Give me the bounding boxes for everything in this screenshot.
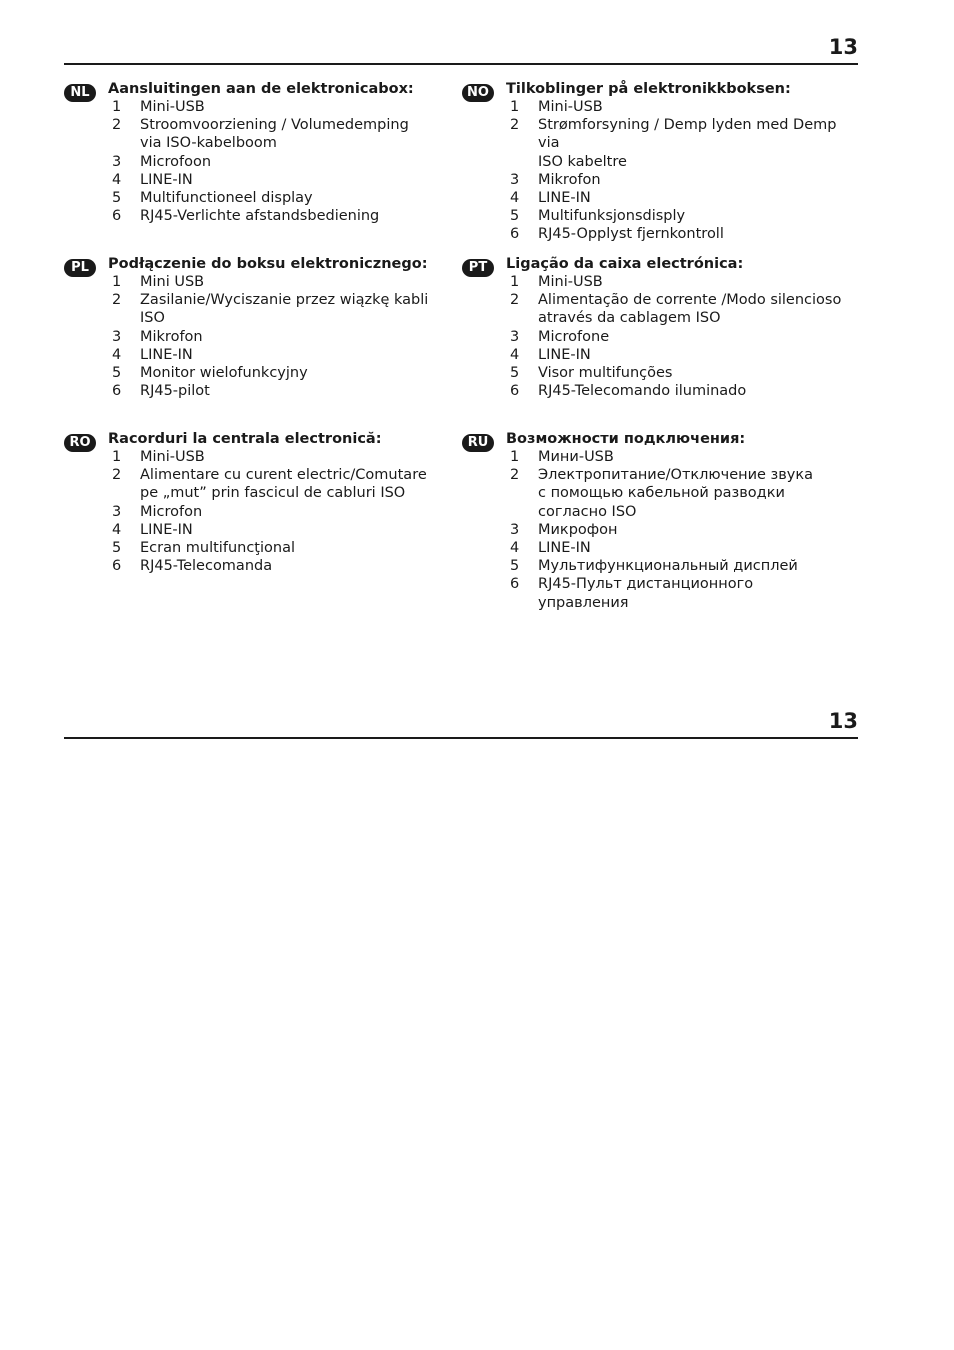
item-text: Ecran multifuncţional: [140, 540, 295, 557]
item-number: 5: [510, 208, 520, 225]
connection-list: [506, 98, 846, 244]
item-text: Microfon: [140, 503, 203, 520]
item-text: Mikrofon: [140, 328, 203, 345]
list-item: [506, 364, 846, 382]
item-number: 3: [112, 503, 122, 520]
connection-list: [506, 273, 846, 400]
item-text: Stroomvoorziening / Volumedemping via ISO-kabelboom: [140, 117, 409, 152]
item-number: 1: [510, 99, 520, 115]
item-text: RJ45-Пульт дистанционного управления: [538, 576, 754, 611]
item-text: RJ45-Telecomando iluminado: [538, 383, 747, 400]
item-text: Мини-USB: [538, 449, 614, 465]
section-heading: Возможности подключения:: [506, 431, 746, 447]
section-heading: Tilkoblinger på elektronikkboksen:: [506, 81, 791, 97]
item-text: RJ45-Verlichte afstandsbediening: [140, 208, 380, 225]
list-item: [108, 291, 448, 327]
item-text: LINE-IN: [538, 190, 591, 207]
item-number: 2: [112, 292, 122, 309]
item-number: 6: [510, 383, 520, 400]
item-text: RJ45-Telecomanda: [140, 558, 273, 575]
item-number: 1: [510, 449, 520, 465]
list-item: [506, 291, 846, 327]
section-heading: Ligação da caixa electrónica:: [506, 256, 744, 272]
item-text: Mini-USB: [140, 99, 205, 115]
item-text: Alimentare cu curent electric/Comutare pe „mut” prin fascicul de cabluri ISO: [140, 467, 427, 502]
list-item: [108, 448, 448, 466]
list-item: [108, 539, 448, 557]
item-text: Multifunctioneel display: [140, 190, 313, 207]
list-item: [506, 521, 846, 539]
list-item: [506, 116, 846, 171]
connection-list: [108, 98, 448, 225]
item-number: 2: [112, 117, 122, 134]
list-item: [506, 273, 846, 291]
list-item: [506, 207, 846, 225]
item-number: 6: [510, 226, 520, 243]
item-number: 6: [112, 558, 122, 575]
item-number: 1: [112, 99, 122, 115]
item-number: 2: [510, 117, 520, 134]
item-text: LINE-IN: [140, 171, 193, 188]
item-text: Mini-USB: [538, 274, 603, 290]
item-number: 1: [112, 449, 122, 465]
item-text: Multifunksjonsdisply: [538, 208, 686, 225]
item-text: Mini-USB: [538, 99, 603, 115]
section-heading: Racorduri la centrala electronică:: [108, 431, 382, 447]
connection-list: [506, 448, 846, 612]
item-text: Strømforsyning / Demp lyden med Demp via ISO kabeltre: [538, 117, 837, 170]
item-number: 5: [510, 558, 520, 575]
item-text: Микрофон: [538, 521, 618, 538]
item-number: 5: [510, 365, 520, 382]
language-badge-pl: PL: [64, 259, 96, 277]
item-number: 6: [112, 383, 122, 400]
item-text: Mini-USB: [140, 449, 205, 465]
item-number: 3: [112, 153, 122, 170]
item-text: RJ45-Opplyst fjernkontroll: [538, 226, 724, 243]
list-item: [108, 382, 448, 400]
list-item: [108, 466, 448, 502]
connection-list: [108, 448, 448, 575]
list-item: [506, 382, 846, 400]
list-item: [108, 171, 448, 189]
item-number: 3: [510, 171, 520, 188]
top-divider: [64, 63, 858, 65]
list-item: [506, 466, 846, 521]
item-text: RJ45-pilot: [140, 383, 210, 400]
list-item: [108, 98, 448, 116]
item-text: LINE-IN: [538, 346, 591, 363]
list-item: [108, 207, 448, 225]
item-number: 6: [510, 576, 520, 593]
list-item: [506, 171, 846, 189]
list-item: [506, 557, 846, 575]
language-badge-pt: PT: [462, 259, 494, 277]
item-text: LINE-IN: [140, 346, 193, 363]
item-text: LINE-IN: [140, 521, 193, 538]
list-item: [108, 273, 448, 291]
list-item: [506, 189, 846, 207]
item-text: Мультифункциональный дисплей: [538, 558, 798, 575]
page-number-bottom: 13: [828, 709, 858, 733]
item-text: LINE-IN: [538, 540, 591, 557]
item-text: Электропитание/Отключение звука с помощью кабельной разводки согласно ISO: [538, 467, 814, 520]
language-badge-ro: RO: [64, 434, 96, 452]
item-number: 5: [112, 365, 122, 382]
bottom-divider: [64, 737, 858, 739]
list-item: [108, 557, 448, 575]
connection-list: [108, 273, 448, 400]
list-item: [506, 98, 846, 116]
item-number: 3: [510, 521, 520, 538]
list-item: [108, 346, 448, 364]
list-item: [108, 116, 448, 152]
item-number: 5: [112, 540, 122, 557]
item-number: 2: [510, 467, 520, 484]
item-number: 3: [112, 328, 122, 345]
list-item: [506, 448, 846, 466]
language-badge-ru: RU: [462, 434, 494, 452]
list-item: [506, 539, 846, 557]
list-item: [108, 153, 448, 171]
item-number: 4: [510, 540, 520, 557]
list-item: [108, 328, 448, 346]
item-text: Mikrofon: [538, 171, 601, 188]
list-item: [506, 225, 846, 243]
item-text: Microfone: [538, 328, 610, 345]
item-number: 1: [510, 274, 520, 290]
item-number: 3: [510, 328, 520, 345]
item-text: Alimentação de corrente /Modo silencioso através da cablagem ISO: [538, 292, 842, 327]
item-text: Visor multifunções: [538, 365, 673, 382]
page-number-top: 13: [828, 35, 858, 59]
list-item: [108, 503, 448, 521]
item-number: 1: [112, 274, 122, 290]
section-heading: Aansluitingen aan de elektronicabox:: [108, 81, 414, 97]
item-text: Zasilanie/Wyciszanie przez wiązkę kabli ISO: [140, 292, 429, 327]
item-text: Mini USB: [140, 274, 205, 290]
section-heading: Podłączenie do boksu elektronicznego:: [108, 256, 428, 272]
language-badge-nl: NL: [64, 84, 96, 102]
item-number: 4: [510, 190, 520, 207]
list-item: [506, 328, 846, 346]
item-number: 4: [112, 171, 122, 188]
list-item: [108, 364, 448, 382]
item-text: Microfoon: [140, 153, 212, 170]
list-item: [108, 521, 448, 539]
item-text: Monitor wielofunkcyjny: [140, 365, 308, 382]
list-item: [506, 346, 846, 364]
item-number: 5: [112, 190, 122, 207]
item-number: 2: [112, 467, 122, 484]
language-badge-no: NO: [462, 84, 494, 102]
item-number: 4: [510, 346, 520, 363]
item-number: 4: [112, 346, 122, 363]
item-number: 6: [112, 208, 122, 225]
list-item: [108, 189, 448, 207]
list-item: [506, 575, 846, 611]
item-number: 4: [112, 521, 122, 538]
item-number: 2: [510, 292, 520, 309]
